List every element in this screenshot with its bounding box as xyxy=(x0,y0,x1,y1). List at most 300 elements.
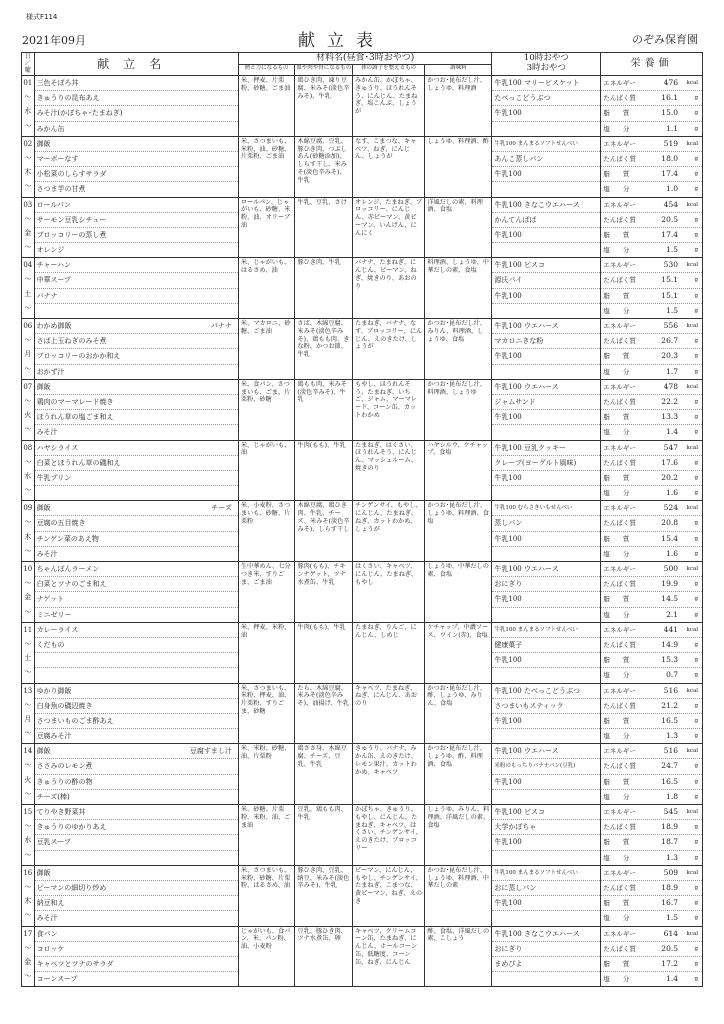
nutrition-value: 14.5 xyxy=(661,594,678,604)
day-row xyxy=(22,379,703,440)
menu-item xyxy=(35,105,238,120)
nutrition-value: 20.5 xyxy=(661,943,678,953)
menu-item-text: 食パン xyxy=(36,929,58,938)
menu-item xyxy=(35,121,238,136)
snack-item: 牛乳100 xyxy=(492,774,600,789)
menu-cell xyxy=(34,744,238,805)
menu-item-text: チーズ(棒) xyxy=(36,792,70,801)
nutrition-value: 478 xyxy=(663,381,678,391)
menu-item-text: ブロッコリーのおかか和え xyxy=(36,352,121,361)
nutrition-label: 塩 分 xyxy=(603,185,630,194)
menu-item-text: 三色そぼろ丼 xyxy=(36,79,79,87)
menu-item-text: さつま芋の甘煮 xyxy=(36,185,86,194)
day-cell xyxy=(22,683,35,744)
nutrition-unit: g xyxy=(694,945,698,952)
day-weekday: 水 xyxy=(24,471,32,480)
nutrition-unit: g xyxy=(694,854,698,861)
menu-item xyxy=(35,546,238,561)
menu-item-text: さば上玉ねぎのみそ煮 xyxy=(36,337,107,346)
snack-item: 牛乳100 xyxy=(492,834,600,849)
day-sep: 〜 xyxy=(24,850,32,859)
snack-cell xyxy=(492,197,601,258)
nutrition-label: 塩 分 xyxy=(603,732,630,741)
menu-item xyxy=(35,227,238,242)
nutrition-row xyxy=(601,895,702,910)
menu-item-text: 中華スープ xyxy=(36,276,71,285)
day-cell xyxy=(22,319,35,380)
menu-item xyxy=(35,774,238,789)
nutrition-value: 19.9 xyxy=(661,579,678,589)
menu-item xyxy=(35,713,238,728)
snack-item xyxy=(492,667,600,682)
nutrition-unit: kcal xyxy=(686,383,698,390)
menu-item xyxy=(35,90,238,105)
snack-item: 牛乳100 xyxy=(492,348,600,363)
nutrition-unit: g xyxy=(694,368,698,375)
menu-item xyxy=(35,866,238,880)
menu-item-text: 白菜とツナのごま和え xyxy=(36,580,107,589)
menu-item-text: みそ汁 xyxy=(36,914,58,923)
nutrition-unit: g xyxy=(694,125,698,132)
snack-item: 牛乳100 ウエハース xyxy=(494,322,559,330)
menu-item xyxy=(35,758,238,773)
nutrition-value: 14.9 xyxy=(661,639,678,649)
menu-item-text: くだもの xyxy=(36,640,65,649)
nutrition-value: 21.2 xyxy=(661,700,678,710)
nutrition-label: 塩 分 xyxy=(603,792,630,801)
nutrition-label: たんぱく質 xyxy=(603,397,636,406)
nutrition-label: たんぱく質 xyxy=(603,154,636,163)
menu-item xyxy=(35,364,238,379)
menu-item xyxy=(35,684,238,698)
day-row xyxy=(22,76,703,137)
ingredients-blood: 豚ひき肉、牛乳 xyxy=(295,258,353,319)
ingredients-seasoning: かつお･昆布だし汁、しょうゆ、料理酒 xyxy=(425,76,492,137)
ingredients-body: はくさい、キャベツ、にんじん、たまねぎ、もやし xyxy=(353,562,425,623)
snack-item: 牛乳100 たべっこどうぶつ xyxy=(494,686,580,695)
snack-item xyxy=(492,850,600,865)
ingredients-blood: 牛肉(もも)、牛乳 xyxy=(295,440,353,501)
menu-item xyxy=(35,591,238,606)
menu-item-text: てりやき野菜丼 xyxy=(36,808,86,816)
day-date: 17 xyxy=(23,929,33,938)
ingredients-seasoning: 洋風だしの素、料理酒、食塩 xyxy=(425,197,492,258)
menu-item xyxy=(35,941,238,956)
ingredients-heat: ロールパン、じゃがいも、砂糖、米粉、油、オリーブ油 xyxy=(238,197,295,258)
nutrition-value: 2.1 xyxy=(666,609,678,619)
snack-item: 牛乳100 まんまるソフトせんべい xyxy=(494,869,578,876)
snack-item xyxy=(492,971,600,986)
nutrition-value: 1.4 xyxy=(666,427,678,437)
ingredients-blood: 鶏ささ身、木綿豆腐、チーズ、豆乳、牛乳 xyxy=(295,744,353,805)
menu-item-text: ほうれん草の塩ごま和え xyxy=(36,413,114,422)
menu-item xyxy=(35,501,238,515)
menu-table xyxy=(21,52,703,987)
menu-item-text: みそ汁 xyxy=(36,549,58,558)
menu-cell xyxy=(34,258,238,319)
menu-item xyxy=(35,380,238,394)
snack-item: 牛乳100 ウエハース xyxy=(494,382,559,391)
day-cell xyxy=(22,805,35,866)
day-sep: 〜 xyxy=(24,911,32,920)
day-weekday: 水 xyxy=(24,107,32,116)
menu-item xyxy=(35,623,238,637)
snack-cell xyxy=(492,926,601,987)
nutrition-row xyxy=(601,880,702,895)
nutrition-value: 20.8 xyxy=(661,518,678,528)
nutrition-unit: g xyxy=(694,490,698,497)
nutrition-unit: g xyxy=(694,353,698,360)
snack-cell xyxy=(492,805,601,866)
nutrition-row xyxy=(601,591,702,606)
nutrition-row xyxy=(601,866,702,880)
materials-sub-seasoning: 調味料 xyxy=(425,65,492,76)
nutrition-value: 20.2 xyxy=(661,472,678,482)
nutrition-unit: g xyxy=(694,733,698,740)
snack-item xyxy=(492,424,600,439)
nutrition-value: 509 xyxy=(663,867,678,877)
menu-item-text: みかん缶 xyxy=(36,124,65,133)
day-sep: 〜 xyxy=(24,639,32,648)
nutrition-label: たんぱく質 xyxy=(603,701,636,710)
nutrition-label: たんぱく質 xyxy=(603,337,636,346)
day-row xyxy=(22,258,703,319)
nutrition-cell xyxy=(601,379,703,440)
snack-item: 牛乳100 xyxy=(492,288,600,303)
nursery-name: のぞみ保育園 xyxy=(632,33,698,46)
ingredients-heat: 米、小麦粉、さつまいも、砂糖、片栗粉 xyxy=(238,501,295,562)
snack-header xyxy=(492,53,601,76)
nutrition-unit: kcal xyxy=(686,505,698,512)
day-date: 06 xyxy=(23,322,33,330)
snack-item: たべっこどうぶつ xyxy=(492,90,600,105)
nutrition-label: 脂 質 xyxy=(603,170,630,179)
menu-item-text: ブロッコリーの蒸し煮 xyxy=(36,230,107,239)
ingredients-seasoning: かつお･昆布だし汁、料理酒、しょうゆ xyxy=(425,379,492,440)
day-date: 10 xyxy=(23,565,33,573)
day-weekday: 土 xyxy=(24,654,32,663)
day-cell xyxy=(22,440,35,501)
day-sep: 〜 xyxy=(24,729,32,738)
nutrition-row xyxy=(601,227,702,242)
nutrition-unit: g xyxy=(694,292,698,299)
menu-item xyxy=(35,272,238,287)
nutrition-unit: g xyxy=(694,596,698,603)
day-sep: 〜 xyxy=(24,396,32,405)
nutrition-row xyxy=(601,272,702,287)
menu-item-text: ささみのレモン煮 xyxy=(36,762,93,771)
nutrition-label: たんぱく質 xyxy=(603,823,636,832)
nutrition-row xyxy=(601,198,702,212)
nutrition-cell xyxy=(601,926,703,987)
day-weekday: 木 xyxy=(24,168,32,177)
nutrition-row xyxy=(601,805,702,819)
nutrition-label: エネルギー xyxy=(603,686,636,695)
menu-item xyxy=(35,607,238,622)
nutrition-unit: kcal xyxy=(686,262,698,269)
nutrition-label: エネルギー xyxy=(603,200,636,209)
day-row xyxy=(22,744,703,805)
menu-item xyxy=(35,834,238,849)
page-title: 献立表 xyxy=(298,31,385,51)
nutrition-unit: g xyxy=(694,763,698,770)
ingredients-body: みかん缶、かぼちゃ、きゅうり、ほうれんそう、にんじん、たまねぎ、塩こんぶ、しょうが xyxy=(353,76,425,137)
ingredients-heat: 米、押麦、片栗粉、砂糖、ごま油 xyxy=(238,76,295,137)
nutrition-unit: g xyxy=(694,171,698,178)
ingredients-blood: 豚肉(もも)、チキンナゲット、ツナ水煮缶、牛乳 xyxy=(295,562,353,623)
menu-item-text: 鶏肉のマーマレード焼き xyxy=(36,397,114,406)
snack-item: 大学かぼちゃ xyxy=(492,819,600,834)
nutrition-value: 519 xyxy=(663,138,678,148)
nutrition-row xyxy=(601,424,702,439)
nutrition-unit: g xyxy=(694,717,698,724)
menu-cell xyxy=(34,440,238,501)
ingredients-heat: 米、さつまいも、米粉、押麦、油、片栗粉、すりごま、砂糖 xyxy=(238,683,295,744)
nutrition-cell xyxy=(601,865,703,926)
menu-cell xyxy=(34,683,238,744)
nutrition-unit: g xyxy=(694,429,698,436)
materials-sub-protein: 血や肉や骨になるもの xyxy=(295,65,353,76)
nutrition-label: たんぱく質 xyxy=(603,519,636,528)
nutrition-label: 塩 分 xyxy=(603,975,630,984)
nutrition-value: 556 xyxy=(663,321,678,330)
nutrition-row xyxy=(601,151,702,166)
day-row xyxy=(22,865,703,926)
day-date: 09 xyxy=(23,504,33,513)
ingredients-blood: 豚ひき肉、豆乳、納豆、米みそ(淡色辛みそ)、牛乳 xyxy=(295,865,353,926)
menu-item xyxy=(35,455,238,470)
snack-cell xyxy=(492,562,601,623)
ingredients-heat: 米、米粉、砂糖、油、片栗粉 xyxy=(238,744,295,805)
ingredients-seasoning: 料理酒、しょうゆ、中華だしの素、食塩 xyxy=(425,258,492,319)
ingredients-seasoning: かつお･昆布だし汁、しょうゆ、料理酒、食塩 xyxy=(425,501,492,562)
nutrition-label: 脂 質 xyxy=(603,595,630,604)
snack-item: 牛乳100 むらさきいもせんべい xyxy=(494,505,573,512)
menu-item-text: 豆腐みそ汁 xyxy=(36,732,72,741)
menu-item-text: みそ汁(かぼちゃ･たまねぎ) xyxy=(36,109,123,118)
ingredients-body: たまねぎ、はくさい、ほうれんそう、にんじん、マッシュルーム、焼きのり xyxy=(353,440,425,501)
snack-item: 牛乳100 まんまるソフトせんべい xyxy=(494,140,578,147)
day-row xyxy=(22,197,703,258)
snack-item: 牛乳100 きなこウエハース xyxy=(494,929,580,938)
ingredients-heat: 米、マカロニ、砂糖、ごま油 xyxy=(238,319,295,380)
nutrition-value: 24.7 xyxy=(661,761,678,771)
nutrition-value: 15.4 xyxy=(661,533,678,543)
nutrition-label: エネルギー xyxy=(603,565,636,573)
nutrition-value: 16.1 xyxy=(661,93,678,103)
nutrition-label: 脂 質 xyxy=(603,716,630,725)
nutrition-value: 16.5 xyxy=(661,715,678,725)
nutrition-unit: g xyxy=(694,231,698,238)
snack-item: 健康菓子 xyxy=(492,637,600,652)
menu-item-text: 豆乳スープ xyxy=(36,838,71,847)
nutrition-label: たんぱく質 xyxy=(603,944,636,953)
nutrition-unit: g xyxy=(694,216,698,223)
snack-item: 牛乳100 xyxy=(492,166,600,181)
ingredients-blood: 豆乳、鶏もも肉、牛乳 xyxy=(295,805,353,866)
day-cell xyxy=(22,865,35,926)
day-cell xyxy=(22,76,35,137)
menu-item xyxy=(35,151,238,166)
day-weekday: 金 xyxy=(24,228,32,237)
snack-item: 牛乳100 xyxy=(492,591,600,606)
nutrition-unit: g xyxy=(694,186,698,193)
day-sep: 〜 xyxy=(24,882,32,891)
nutrition-value: 18.9 xyxy=(661,822,678,832)
day-cell xyxy=(22,258,35,319)
nutrition-value: 15.0 xyxy=(661,108,678,118)
day-sep: 〜 xyxy=(24,336,32,345)
nutrition-cell xyxy=(601,562,703,623)
snack-item: かんてんぱぱ xyxy=(492,212,600,227)
menu-item-text: さつまいものごま酢あえ xyxy=(36,716,114,725)
day-cell xyxy=(22,562,35,623)
menu-item xyxy=(35,258,238,272)
snack-item: 牛乳100 xyxy=(492,409,600,424)
day-weekday: 月 xyxy=(24,714,32,723)
ingredients-body: もやし、ほうれんそう、たまねぎ、いちご、ジャム、マーマレード、コーン缶、カットわかめ xyxy=(353,379,425,440)
nutrition-row xyxy=(601,576,702,591)
nutrition-value: 15.1 xyxy=(661,275,678,285)
day-sep: 〜 xyxy=(24,153,32,162)
snack-item xyxy=(492,910,600,925)
nutrition-label: たんぱく質 xyxy=(603,276,636,285)
day-date: 15 xyxy=(23,808,33,816)
nutrition-value: 15.3 xyxy=(661,655,678,665)
menu-item xyxy=(35,698,238,713)
day-row xyxy=(22,136,703,197)
nutrition-row xyxy=(601,137,702,151)
menu-item xyxy=(35,288,238,303)
ingredients-body: たまねぎ、バナナ、なす、ブロッコリー、にんじん、えのきたけ、しょうが xyxy=(353,319,425,380)
nutrition-row xyxy=(601,258,702,272)
snack-item: おにぎり xyxy=(492,576,600,591)
menu-item xyxy=(35,562,238,576)
day-date: 08 xyxy=(23,443,33,452)
snack-cell xyxy=(492,683,601,744)
snack-item: 牛乳100 ビスコ xyxy=(494,808,545,816)
materials-header: 材料名(昼食･3時おやつ) xyxy=(238,53,492,65)
nutrition-row xyxy=(601,166,702,181)
nutrition-label: エネルギー xyxy=(603,139,636,148)
nutrition-value: 18.9 xyxy=(661,882,678,892)
snack-item: マカロニきな粉 xyxy=(492,333,600,348)
menu-item-text: ピーマンの細切り炒め xyxy=(36,883,107,892)
nutrition-row xyxy=(601,515,702,530)
day-row xyxy=(22,926,703,987)
ingredients-heat: 米、じゃがいも、油 xyxy=(238,440,295,501)
nutrition-value: 516 xyxy=(663,746,678,756)
menu-item-text: ハヤシライス xyxy=(36,443,79,452)
nutrition-unit: g xyxy=(694,414,698,421)
menu-item-text: 御飯 xyxy=(36,382,51,391)
nutrition-cell xyxy=(601,501,703,562)
snack-item: 源氏パイ xyxy=(492,272,600,287)
menu-item xyxy=(35,667,238,682)
day-cell xyxy=(22,379,35,440)
nutrition-row xyxy=(601,546,702,561)
nutrition-unit: g xyxy=(694,839,698,846)
snack-item: 牛乳100 ウエハース xyxy=(494,747,559,756)
snack-item: まめぴよ xyxy=(492,956,600,971)
menu-name-header: 献立名 xyxy=(34,53,238,76)
nutrition-unit: g xyxy=(694,672,698,679)
nutrition-label: エネルギー xyxy=(603,504,636,513)
menu-item-text: ロールパン xyxy=(36,200,71,209)
menu-item xyxy=(35,880,238,895)
nutrition-unit: kcal xyxy=(686,323,698,329)
ingredients-heat: 米、押麦、米粉、油 xyxy=(238,622,295,683)
menu-item-text: コロッケ xyxy=(36,944,65,953)
nutrition-label: エネルギー xyxy=(603,382,636,391)
nutrition-unit: kcal xyxy=(686,201,698,208)
nutrition-label: エネルギー xyxy=(603,261,636,270)
menu-item-text: コーンスープ xyxy=(36,975,78,984)
menu-item xyxy=(35,956,238,971)
nutrition-row xyxy=(601,684,702,698)
ingredients-heat: 米、砂糖、片栗粉、米粉、油、ごま油 xyxy=(238,805,295,866)
menu-tail-item: バナナ xyxy=(210,322,232,330)
menu-item xyxy=(35,424,238,439)
nutrition-row xyxy=(601,319,702,333)
snack-item: クレープ(ヨーグルト風味) xyxy=(492,455,600,470)
menu-item xyxy=(35,910,238,925)
snack-item: 牛乳100 xyxy=(492,652,600,667)
menu-item xyxy=(35,333,238,348)
day-row xyxy=(22,501,703,562)
ingredients-seasoning: ハヤシルウ、ケチャップ、食塩 xyxy=(425,440,492,501)
nutrition-cell xyxy=(601,440,703,501)
nutrition-unit: g xyxy=(694,960,698,967)
nutrition-value: 0.7 xyxy=(666,670,678,680)
nutrition-unit: g xyxy=(694,657,698,664)
nutrition-row xyxy=(601,971,702,986)
snack-item xyxy=(492,607,600,622)
nutrition-row xyxy=(601,834,702,849)
menu-cell xyxy=(34,562,238,623)
snack-item xyxy=(492,121,600,136)
nutrition-label: エネルギー xyxy=(603,747,636,756)
day-row xyxy=(22,440,703,501)
menu-item xyxy=(35,850,238,865)
day-weekday: 金 xyxy=(24,957,32,966)
nutrition-unit: kcal xyxy=(686,140,698,147)
ingredients-body: キャベツ、たまねぎ、ねぎ、にんじん、あおのり xyxy=(353,683,425,744)
year-month: 2021年09月 xyxy=(22,34,86,47)
ingredients-seasoning: かつお･昆布だし汁、みりん、料理酒、しょうゆ、食塩 xyxy=(425,319,492,380)
nutrition-value: 1.0 xyxy=(666,184,678,194)
ingredients-blood: 木綿豆腐、鶏ひき肉、牛乳、チーズ、米みそ(淡色辛みそ)、しらす干し xyxy=(295,501,353,562)
day-sep: 〜 xyxy=(24,822,32,831)
nutrition-label: 脂 質 xyxy=(603,291,630,300)
nutrition-label: エネルギー xyxy=(603,79,636,87)
menu-cell xyxy=(34,136,238,197)
ingredients-blood: 牛乳、豆乳、さけ xyxy=(295,197,353,258)
menu-cell xyxy=(34,926,238,987)
nutrition-row xyxy=(601,470,702,485)
ingredients-seasoning: しょうゆ、料理酒、酢 xyxy=(425,136,492,197)
day-date: 16 xyxy=(23,868,33,877)
nutrition-row xyxy=(601,819,702,834)
snack-item: 牛乳100 xyxy=(492,470,600,485)
nutrition-row xyxy=(601,455,702,470)
snack-item: 牛乳100 xyxy=(492,531,600,546)
nutrition-row xyxy=(601,90,702,105)
nutrition-label: エネルギー xyxy=(603,808,636,816)
nutrition-row xyxy=(601,380,702,394)
nutrition-unit: kcal xyxy=(686,566,698,572)
nutrition-value: 547 xyxy=(663,442,678,452)
